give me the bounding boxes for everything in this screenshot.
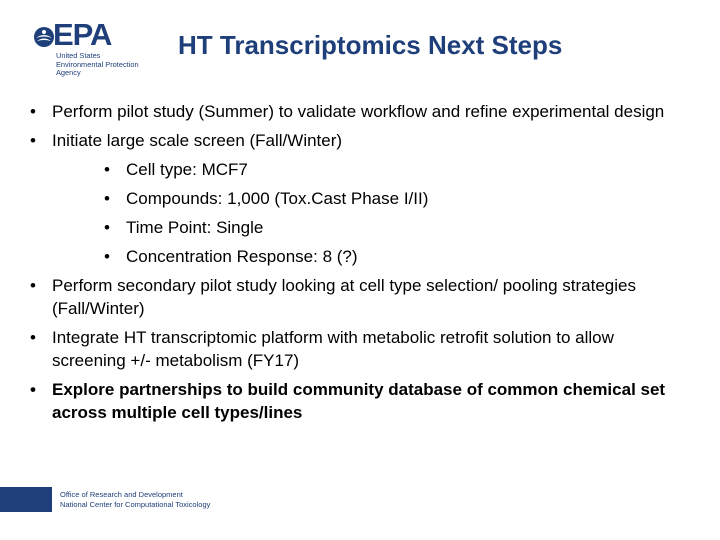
bullet-list xyxy=(30,100,680,430)
epa-logo xyxy=(33,17,163,80)
bullet-text: Concentration Response: 8 (?) xyxy=(126,247,358,266)
bullet-dot: • xyxy=(30,276,36,295)
bullet-text: Cell type: MCF7 xyxy=(126,160,248,179)
epa-flower-logo-icon xyxy=(33,26,55,48)
logo-agency-name xyxy=(56,52,139,78)
bullet-item xyxy=(30,274,680,320)
footer-line: Office of Research and Development xyxy=(60,490,183,499)
logo-wordmark: EPA xyxy=(53,17,112,52)
bullet-text: Time Point: Single xyxy=(126,218,264,237)
bullet-item xyxy=(30,378,680,424)
bullet-dot: • xyxy=(104,189,110,208)
bullet-dot: • xyxy=(30,102,36,121)
sub-bullet-item xyxy=(30,158,680,181)
slide-title: HT Transcriptomics Next Steps xyxy=(178,30,563,60)
bullet-text: Compounds: 1,000 (Tox.Cast Phase I/II) xyxy=(126,189,429,208)
bullet-item xyxy=(30,129,680,152)
bullet-dot: • xyxy=(30,380,36,399)
sub-bullet-item xyxy=(30,216,680,239)
bullet-text: Integrate HT transcriptomic platform with metabolic retrofit solution to allow screening +/- metabolism (FY17) xyxy=(52,328,614,370)
logo-sub-line: Environmental Protection xyxy=(56,59,139,69)
bullet-dot: • xyxy=(104,160,110,179)
bullet-item xyxy=(30,326,680,372)
bullet-dot: • xyxy=(104,218,110,237)
bullet-text: Explore partnerships to build community database of common chemical set across multiple cell types/lines xyxy=(52,380,666,422)
sub-bullet-item xyxy=(30,245,680,268)
bullet-text: Perform secondary pilot study looking at cell type selection/ pooling strategies (Fall/Winter) xyxy=(52,276,636,318)
footer-bar xyxy=(0,487,52,512)
logo-sub-line: United States xyxy=(56,51,101,60)
logo-sub-line: Agency xyxy=(56,68,81,78)
bullet-dot: • xyxy=(30,328,36,347)
footer-line: National Center for Computational Toxicology xyxy=(60,499,211,509)
sub-bullet-item xyxy=(30,187,680,210)
footer-text xyxy=(60,490,210,509)
bullet-text: Initiate large scale screen (Fall/Winter) xyxy=(52,131,343,150)
bullet-text: Perform pilot study (Summer) to validate workflow and refine experimental design xyxy=(52,102,665,121)
bullet-dot: • xyxy=(30,131,36,150)
bullet-item xyxy=(30,100,680,123)
bullet-dot: • xyxy=(104,247,110,266)
